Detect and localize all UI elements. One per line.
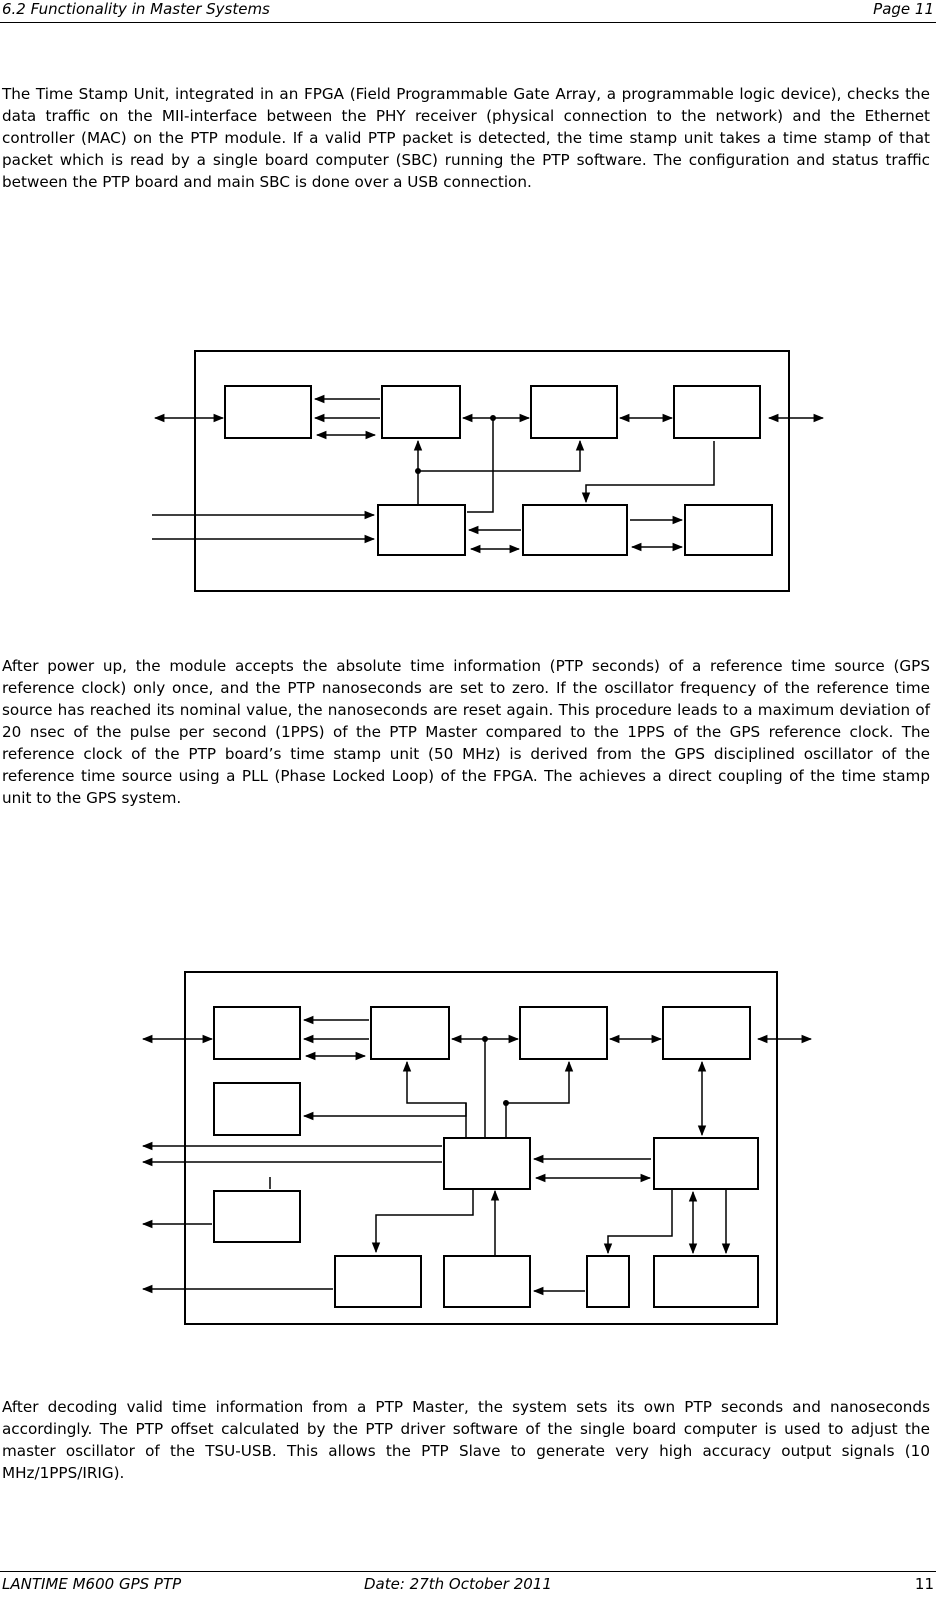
paragraph-ptp-slave: After decoding valid time information from a PTP Master, the system sets its own PTP seconds and nanoseconds accordingly. The PTP offset calculated by the PTP driver software of the single board computer is used to adjust the master oscillator of the TSU-USB. This allows the PTP Slave to generate very high accuracy output signals (10 MHz/1PPS/IRIG). — [2, 1398, 930, 1482]
block — [214, 1191, 300, 1242]
block — [444, 1138, 530, 1189]
footer-date: Date: 27th October 2011 — [364, 1575, 552, 1593]
page-footer — [0, 1571, 936, 1598]
block — [371, 1007, 449, 1059]
footer-page-number: 11 — [914, 1575, 934, 1593]
block — [523, 505, 627, 555]
paragraph-power-up: After power up, the module accepts the absolute time information (PTP seconds) of a reference time source (GPS reference clock) only once, and the PTP nanoseconds are set to zero. If the oscillator frequency of the reference time source has reached its nominal value, the nanoseconds are reset again. This procedure leads to a maximum deviation of 20 nsec of the pulse per second (1PPS) of the PTP Master compared to the 1PPS of the GPS reference clock. The reference clock of the PTP board’s time stamp unit (50 MHz) is derived from the GPS disciplined oscillator of the reference time source using a PLL (Phase Locked Loop) of the FPGA. The achieves a direct coupling of the time stamp unit to the GPS system. — [2, 657, 930, 807]
ptp-master-block-diagram — [0, 340, 936, 620]
block — [214, 1007, 300, 1059]
block — [225, 386, 311, 438]
block — [587, 1256, 629, 1307]
block — [214, 1083, 300, 1135]
header-page-label: Page 11 — [873, 0, 934, 18]
ptp-slave-block-diagram — [0, 960, 936, 1350]
block — [654, 1256, 758, 1307]
block — [378, 505, 465, 555]
footer-product: LANTIME M600 GPS PTP — [2, 1575, 182, 1593]
block — [335, 1256, 421, 1307]
block — [382, 386, 460, 438]
diagram-frame — [185, 972, 777, 1324]
block — [531, 386, 617, 438]
block — [685, 505, 772, 555]
block — [654, 1138, 758, 1189]
block — [444, 1256, 530, 1307]
page-header — [0, 0, 936, 23]
header-section-title: 6.2 Functionality in Master Systems — [2, 0, 270, 18]
block — [663, 1007, 750, 1059]
block — [674, 386, 760, 438]
block — [520, 1007, 607, 1059]
paragraph-time-stamp-unit: The Time Stamp Unit, integrated in an FPGA (Field Programmable Gate Array, a programmable logic device), checks the data traffic on the MII-interface between the PHY receiver (physical connection to the network) and the Ethernet controller (MAC) on the PTP module. If a valid PTP packet is detected, the time stamp unit takes a time stamp of that packet which is read by a single board computer (SBC) running the PTP software. The configuration and status traffic between the PTP board and main SBC is done over a USB connection. — [2, 85, 930, 191]
